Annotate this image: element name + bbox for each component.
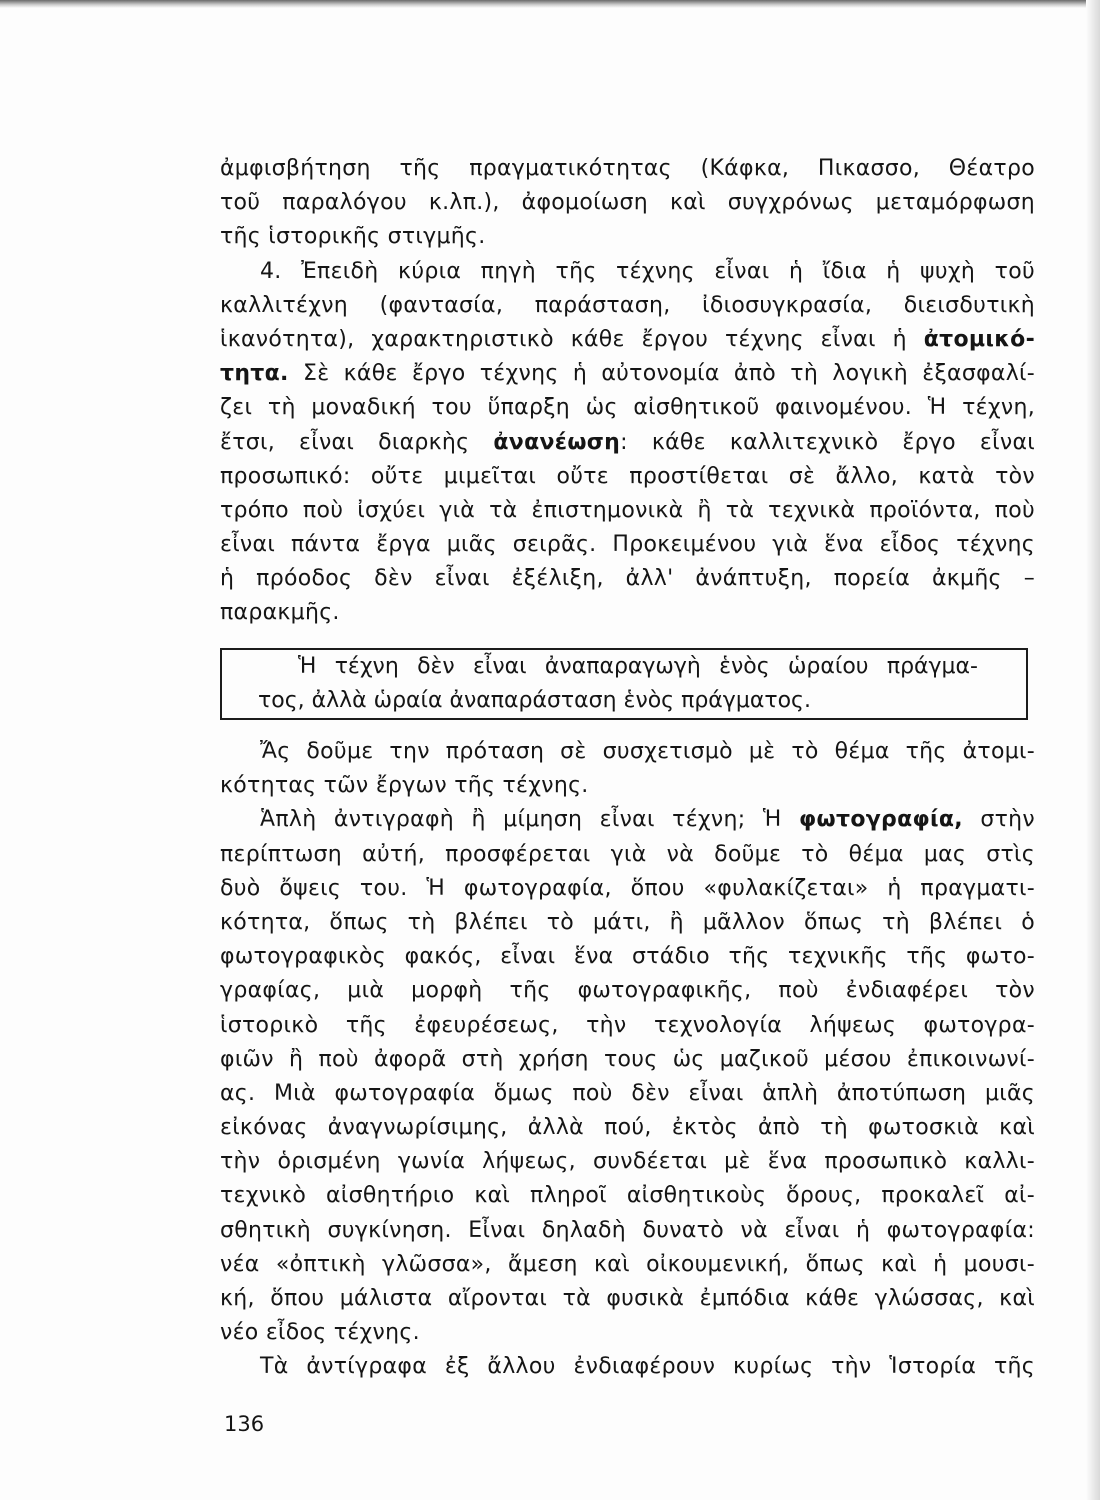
text-run: Σὲ κάθε ἔργο τέχνης ἡ αὐτονομία ἀπὸ τὴ λογικὴ ἐξασφαλί- (303, 361, 1036, 387)
text-line: παρακμῆς. (220, 600, 340, 626)
bold-term-atomikotita: ἀτομικό- (923, 326, 1036, 352)
text-line (220, 357, 1035, 391)
text-line: Ἄς δοῦμε την πρόταση σὲ συσχετισμὸ μὲ τὸ θέμα τῆς ἀτομι- (260, 739, 1035, 764)
text-line: κότητας τῶν ἔργων τῆς τέχνης. (220, 773, 589, 799)
text-line: τρόπο ποὺ ἰσχύει γιὰ τὰ ἐπιστημονικὰ ἢ τὰ τεχνικὰ προϊόντα, ποὺ (220, 497, 1035, 523)
text-line: ας. Μιὰ φωτογραφία ὅμως ποὺ δὲν εἶναι ἁπλὴ ἀποτύπωση μιᾶς (220, 1080, 1035, 1106)
text-line (220, 803, 1035, 837)
text-line: φιῶν ἢ ποὺ ἀφορᾶ στὴ χρήση τους ὡς μαζικοῦ μέσου ἐπικοινωνί- (220, 1046, 1035, 1072)
text-line: ἀμφισβήτηση τῆς πραγματικότητας (Κάφκα, Πικασσο, Θέατρο (220, 156, 1035, 181)
bold-term-ananeosi: ἀνανέωση (493, 429, 621, 455)
text-line: κή, ὅπου μάλιστα αἴρονται τὰ φυσικὰ ἐμπόδια κάθε γλώσσας, καὶ (220, 1286, 1035, 1311)
text-line: περίπτωση αὐτή, προσφέρεται γιὰ νὰ δοῦμε τὸ θέμα μας στὶς (220, 841, 1035, 867)
text-line: ζει τὴ μοναδική του ὕπαρξη ὡς αἰσθητικοῦ φαινομένου. Ἡ τέχνη, (220, 395, 1035, 421)
text-run: στὴν (980, 807, 1036, 833)
text-run: ἱκανότητα), χαρακτηριστικὸ κάθε ἔργου τέχνης εἶναι ἡ (220, 326, 907, 352)
text-line: γραφίας, μιὰ μορφὴ τῆς φωτογραφικῆς, ποὺ ἐνδιαφέρει τὸν (220, 978, 1035, 1004)
text-line: δυὸ ὄψεις του. Ἡ φωτογραφία, ὅπου «φυλακίζεται» ἡ πραγματι- (220, 875, 1035, 901)
text-line: νέο εἶδος τέχνης. (220, 1320, 420, 1346)
text-run: : κάθε καλλιτεχνικὸ ἔργο εἶναι (620, 429, 1036, 455)
text-run: Ἁπλὴ ἀντιγραφὴ ἢ μίμηση εἶναι τέχνη; Ἡ (260, 807, 782, 833)
text-line: καλλιτέχνη (φαντασία, παράσταση, ἰδιοσυγκρασία, διεισδυτικὴ (220, 292, 1035, 318)
text-line: τοῦ παραλόγου κ.λπ.), ἀφομοίωση καὶ συγχρόνως μεταμόρφωση (220, 190, 1035, 216)
text-line: νέα «ὀπτικὴ γλῶσσα», ἄμεση καὶ οἰκουμενική, ὅπως καὶ ἡ μουσι- (220, 1251, 1035, 1277)
quote-line: Ἡ τέχνη δὲν εἶναι ἀναπαραγωγὴ ἑνὸς ὡραίου πράγμα- (298, 654, 978, 679)
text-line: τῆς ἱστορικῆς στιγμῆς. (220, 224, 486, 250)
text-line (220, 323, 1035, 357)
text-run: ἔτσι, εἶναι διαρκὴς (220, 429, 470, 455)
text-line (220, 426, 1035, 460)
scan-top-edge (0, 0, 1100, 8)
text-line: ἱστορικὸ τῆς ἐφευρέσεως, τὴν τεχνολογία λήψεως φωτογρα- (220, 1012, 1035, 1038)
quote-line: τος, ἀλλὰ ὡραία ἀναπαράσταση ἑνὸς πράγματος. (258, 688, 811, 713)
scan-right-edge (1086, 0, 1100, 1500)
upper-text-block (220, 152, 1035, 631)
bold-term-fotografia: φωτογραφία, (799, 807, 963, 833)
text-line: προσωπικό: οὔτε μιμεῖται οὔτε προστίθεται σὲ ἄλλο, κατὰ τὸν (220, 463, 1035, 489)
text-line: εἰκόνας ἀναγνωρίσιμης, ἀλλὰ πού, ἐκτὸς ἀπὸ τὴ φωτοσκιὰ καὶ (220, 1115, 1035, 1141)
text-line: σθητικὴ συγκίνηση. Εἶναι δηλαδὴ δυνατὸ νὰ εἶναι ἡ φωτογραφία: (220, 1217, 1035, 1243)
text-line: Τὰ ἀντίγραφα ἐξ ἄλλου ἐνδιαφέρουν κυρίως τὴν Ἱστορία τῆς (260, 1354, 1035, 1380)
text-line: τὴν ὁρισμένη γωνία λήψεως, συνδέεται μὲ ἕνα προσωπικὸ καλλι- (220, 1149, 1035, 1175)
page-number: 136 (224, 1412, 265, 1436)
bold-term-atomikotita-end: τητα. (220, 361, 289, 387)
quote-text (258, 650, 978, 718)
text-line: τεχνικὸ αἰσθητήριο καὶ πληροῖ αἰσθητικοὺς ὅρους, προκαλεῖ αἰ- (220, 1183, 1035, 1209)
text-line: 4. Ἐπειδὴ κύρια πηγὴ τῆς τέχνης εἶναι ἡ ἴδια ἡ ψυχὴ τοῦ (260, 258, 1035, 284)
text-line: φωτογραφικὸς φακός, εἶναι ἕνα στάδιο τῆς τεχνικῆς τῆς φωτο- (220, 944, 1035, 970)
text-line: κότητα, ὅπως τὴ βλέπει τὸ μάτι, ἢ μᾶλλον ὅπως τὴ βλέπει ὁ (220, 909, 1035, 935)
text-line: εἶναι πάντα ἔργα μιᾶς σειρᾶς. Προκειμένου γιὰ ἕνα εἶδος τέχνης (220, 532, 1035, 558)
text-line: ἡ πρόοδος δὲν εἶναι ἐξέλιξη, ἀλλ' ἀνάπτυξη, πορεία ἀκμῆς – (220, 566, 1035, 592)
lower-text-block (220, 735, 1035, 1385)
